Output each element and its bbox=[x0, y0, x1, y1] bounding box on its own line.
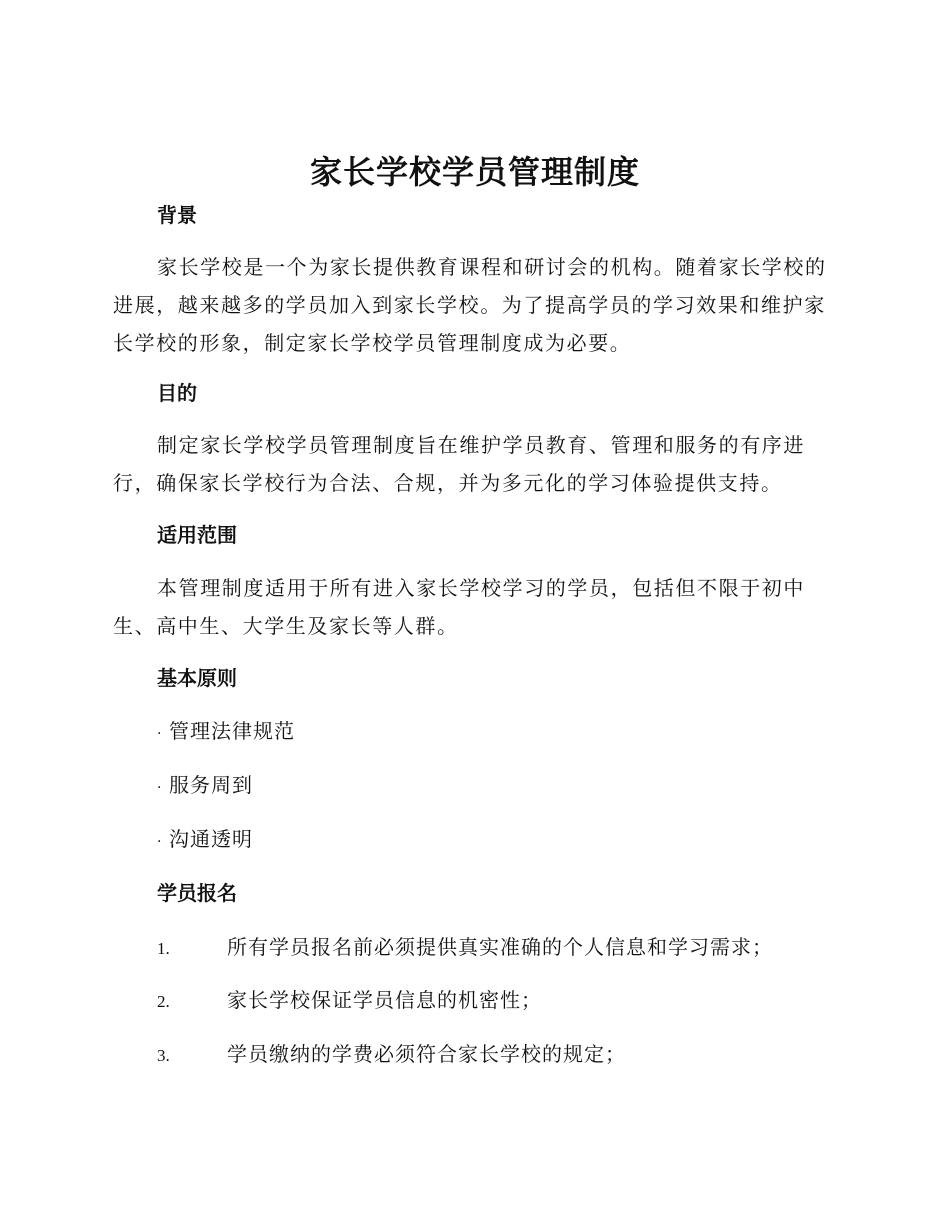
numbered-item bbox=[157, 987, 542, 1015]
list-item-text: 服务周到 bbox=[169, 773, 253, 797]
item-number: 3. bbox=[157, 1046, 170, 1065]
document-title: 家长学校学员管理制度 bbox=[309, 153, 640, 191]
section-paragraph-purpose: 制定家长学校学员管理制度旨在维护学员教育、管理和服务的有序进行，确保家长学校行为合法、合规，并为多元化的学习体验提供支持。 bbox=[113, 433, 805, 495]
list-item-text: 管理法律规范 bbox=[169, 719, 295, 743]
bullet-marker: · bbox=[157, 834, 163, 850]
numbered-item bbox=[157, 934, 773, 962]
item-text: 所有学员报名前必须提供真实准确的个人信息和学习需求； bbox=[227, 935, 773, 959]
item-text: 学员缴纳的学费必须符合家长学校的规定； bbox=[227, 1042, 626, 1066]
bullet-marker: · bbox=[157, 726, 163, 742]
section-heading-registration: 学员报名 bbox=[157, 881, 237, 905]
item-number: 2. bbox=[157, 992, 170, 1011]
numbered-item bbox=[157, 1041, 626, 1069]
section-heading-background: 背景 bbox=[157, 203, 197, 227]
section-paragraph-scope: 本管理制度适用于所有进入家长学校学习的学员，包括但不限于初中生、高中生、大学生及家长等人群。 bbox=[113, 576, 805, 638]
bullet-marker: · bbox=[157, 780, 163, 796]
item-text: 家长学校保证学员信息的机密性； bbox=[227, 988, 542, 1012]
list-item bbox=[157, 826, 253, 855]
list-item bbox=[157, 718, 295, 747]
section-heading-scope: 适用范围 bbox=[157, 523, 237, 547]
section-paragraph-background: 家长学校是一个为家长提供教育课程和研讨会的机构。随着家长学校的进展，越来越多的学员加入到家长学校。为了提高学员的学习效果和维护家长学校的形象，制定家长学校学员管理制度成为必要。 bbox=[113, 255, 827, 355]
list-item-text: 沟通透明 bbox=[169, 827, 253, 851]
list-item bbox=[157, 772, 253, 801]
item-number: 1. bbox=[157, 939, 170, 958]
section-heading-principles: 基本原则 bbox=[157, 666, 237, 690]
section-heading-purpose: 目的 bbox=[157, 381, 197, 405]
